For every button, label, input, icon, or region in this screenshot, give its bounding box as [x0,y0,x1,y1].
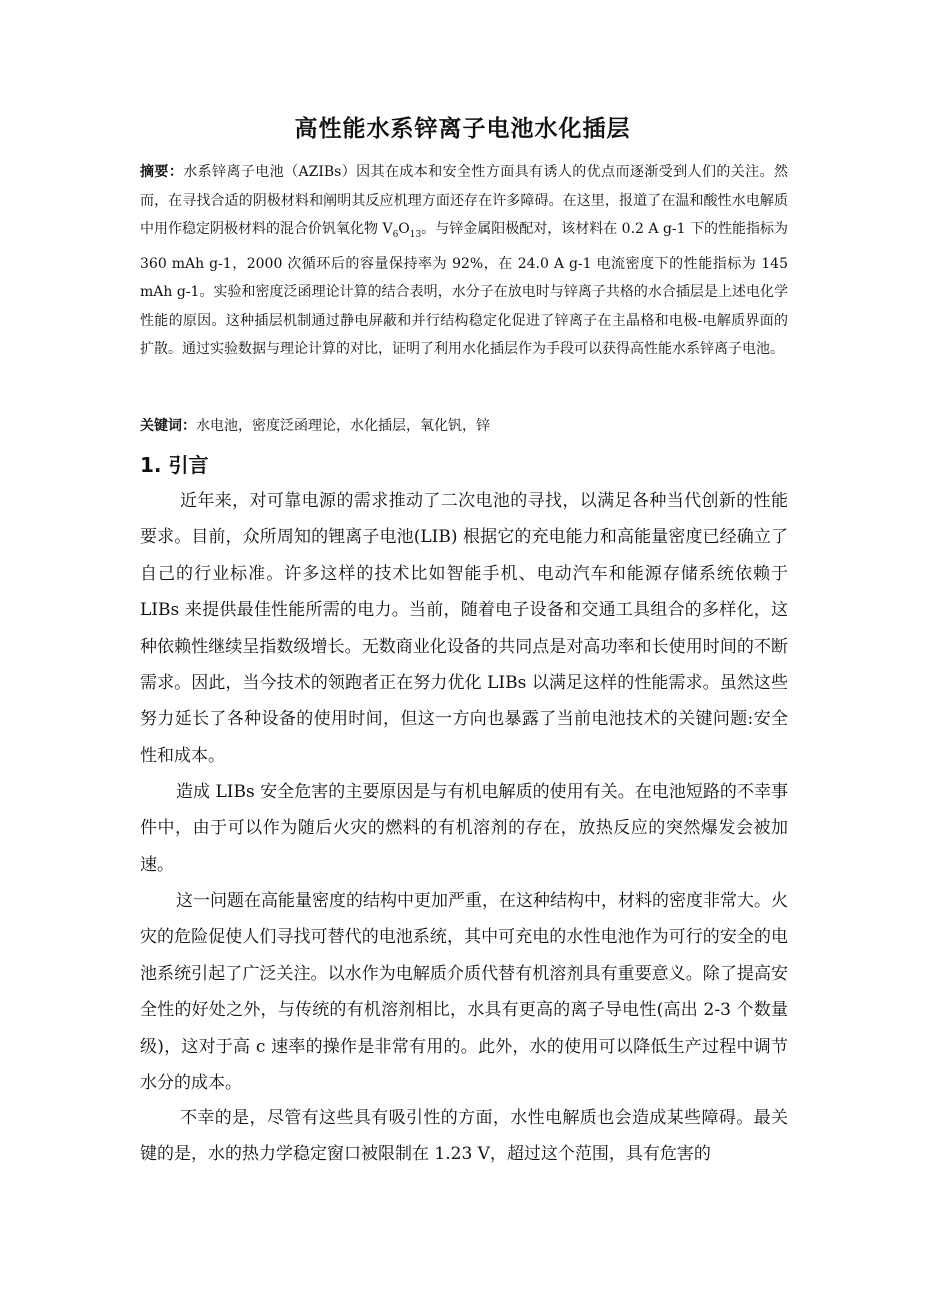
abstract-text-2: O [398,221,410,238]
abstract-label: 摘要： [140,164,184,180]
keywords [140,412,788,440]
paragraph-1: 近年来，对可靠电源的需求推动了二次电池的寻找，以满足各种当代创新的性能要求。目前，众所周知的锂离子电池(LIB) 根据它的充电能力和高能量密度已经确立了自己的行业标准。许多这样的技术比如智能手机、电动汽车和能源存储系统依赖于 LIBs 来提供最佳性能所需的电力。当前，随着电子设备和交通工具组合的多样化，这种依赖性继续呈指数级增长。无数商业化设备的共同点是对高功率和长使用时间的不断需求。因此，当今技术的领跑者正在努力优化 LIBs 以满足这样的性能需求。虽然这些努力延长了各种设备的使用时间，但这一方向也暴露了当前电池技术的关键问题:安全性和成本。 [140,491,788,766]
paragraph-4: 不幸的是，尽管有这些具有吸引性的方面，水性电解质也会造成某些障碍。最关键的是，水的热力学稳定窗口被限制在 1.23 V，超过这个范围，具有危害的 [140,1108,788,1165]
paragraph-2: 造成 LIBs 安全危害的主要原因是与有机电解质的使用有关。在电池短路的不幸事件中，由于可以作为随后火灾的燃料的有机溶剂的存在，放热反应的突然爆发会被加速。 [140,782,788,875]
keywords-text: 水电池，密度泛函理论，水化插层，氧化钒，锌 [196,418,490,434]
abstract-text-1: 水系锌离子电池（AZIBs）因其在成本和安全性方面具有诱人的优点而逐渐受到人们的关注。然而，在寻找合适的阴极材料和阐明其反应机理方面还存在许多障碍。在这里，报道了在温和酸性水电解质中用作稳定阴极材料的混合价钒氧化物 V [140,164,789,238]
abstract-sub-1: 6 [392,229,399,240]
abstract [140,158,788,364]
abstract-sub-2: 13 [409,229,422,240]
document-title: 高性能水系锌离子电池水化插层 [294,116,631,142]
section-heading: 1. 引言 [140,453,209,477]
paragraph-3: 这一问题在高能量密度的结构中更加严重，在这种结构中，材料的密度非常大。火灾的危险促使人们寻找可替代的电池系统，其中可充电的水性电池作为可行的安全的电池系统引起了广泛关注。以水作为电解质介质代替有机溶剂具有重要意义。除了提高安全性的好处之外，与传统的有机溶剂相比，水具有更高的离子导电性(高出 2-3 个数量级)，这对于高 c 速率的操作是非常有用的。此外，水的使用可以降低生产过程中调节水分的成本。 [140,891,788,1094]
keywords-label: 关键词： [140,418,196,434]
abstract-text-3: 。与锌金属阳极配对，该材料在 0.2 A g-1 下的性能指标为 360 mAh g-1，2000 次循环后的容量保持率为 92%，在 24.0 A g-1 电流密度下的性能指标为 145 mAh g-1。实验和密度泛函理论计算的结合表明，水分子在放电时与锌离子共格的水合插层是上述电化学性能的原因。这种插层机制通过静电屏蔽和并行结构稳定化促进了锌离子在主晶格和电极-电解质界面的扩散。通过实验数据与理论计算的对比，证明了利用水化插层作为手段可以获得高性能水系锌离子电池。 [140,221,789,358]
